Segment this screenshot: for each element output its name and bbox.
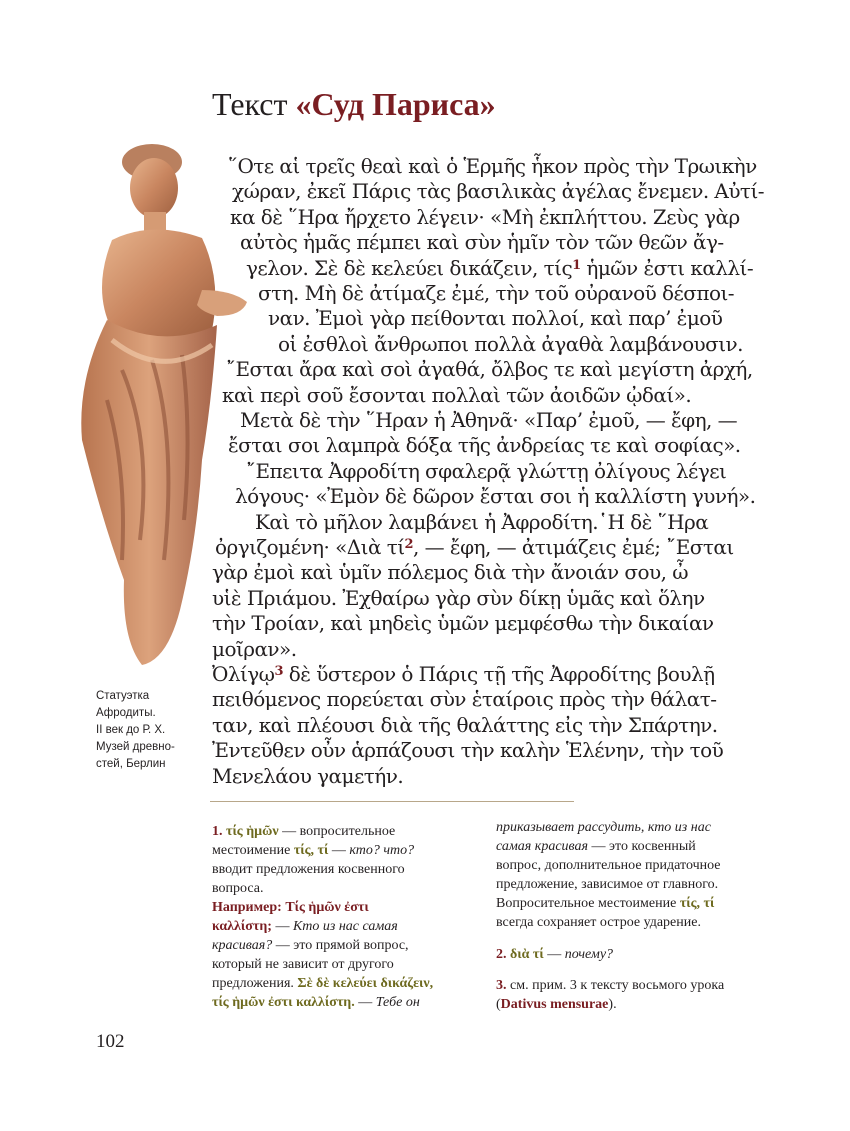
caption-line: Статуэтка xyxy=(96,690,150,702)
text-line: στη. Μὴ δὲ ἀτίμαζε ἐμέ, τὴν τοῦ οὐρανοῦ δέσποι- xyxy=(258,281,734,305)
text-line: καὶ περὶ σοῦ ἔσονται πολλαὶ τῶν ἀοιδῶν ᾠδαί». xyxy=(222,382,692,407)
footnote-divider xyxy=(210,801,574,802)
footnote-text: вопроса. xyxy=(212,881,264,896)
example-greek: τίς ἡμῶν ἐστι καλλίστη. xyxy=(212,995,355,1010)
footnote-text: предложение, зависимое от главного. xyxy=(496,877,719,892)
footnote-text: почему? xyxy=(564,947,614,962)
caption-line: Музей древно- xyxy=(96,741,175,753)
footnote-term: Dativus mensurae xyxy=(500,997,609,1012)
text-line: λόγους· «Ἐμὸν δὲ δῶρον ἔσται σοι ἡ καλλίστη γυνή». xyxy=(235,484,756,509)
text-line: τὴν Τροίαν, καὶ μηδεὶς ὑμῶν μεμφέσθω τὴν δικαίαν xyxy=(212,611,714,636)
text-line: ῎Εσται ἄρα καὶ σοὶ ἀγαθά, ὄλβος τε καὶ μεγίστη ἀρχή, xyxy=(226,357,753,382)
text-line: Ὀλίγῳ$^3$ δὲ ὕστερον ὁ Πάρις τῇ τῆς Ἀφροδίτης βουλῇ xyxy=(212,662,715,686)
text-line: γελον. Σὲ δὲ κελεύει δικάζειν, τίς$^1$ ἡμῶν ἐστι καλλί- xyxy=(246,255,754,280)
text-line: ναν. Ἐμοὶ γὰρ πείθονται πολλοί, καὶ παρ’ ἐμοῦ xyxy=(268,306,723,331)
title-prefix: Текст xyxy=(212,86,288,122)
footnote-text: см. прим. 3 к тексту восьмого урока xyxy=(506,978,725,993)
footnote-text: — это косвенный xyxy=(588,839,696,854)
text-line: πειθόμενος πορεύεται σὺν ἑταίροις πρὸς τὴν θάλατ- xyxy=(212,687,717,712)
footnote-text: Кто из нас самая xyxy=(292,919,398,934)
text-line: Καὶ τὸ μῆλον λαμβάνει ἡ Ἀφροδίτη.῾Η δὲ ῞Ηρα xyxy=(255,509,709,534)
text-line: οἱ ἐσθλοὶ ἄνθρωποι πολλὰ ἀγαθὰ λαμβάνουσιν. xyxy=(278,331,743,356)
footnote-text: Вопросительное местоимение xyxy=(496,896,680,911)
example-greek: καλλίστη; xyxy=(212,919,272,934)
footnote-text: самая красивая xyxy=(496,839,589,854)
caption-line: II век до Р. Х. xyxy=(96,724,166,736)
example-label: Например: xyxy=(212,900,282,915)
footnote-number: 1. xyxy=(212,824,223,839)
footnote-term: διὰ τί xyxy=(510,947,544,962)
footnote-text: местоимение xyxy=(212,843,294,858)
title-highlight: «Суд Париса» xyxy=(295,86,496,122)
illustration-caption xyxy=(96,688,188,773)
footnote-term: τίς ἡμῶν xyxy=(226,824,279,839)
footnote-text: — xyxy=(271,919,293,934)
text-line: χώραν, ἐκεῖ Πάρις τὰς βασιλικὰς ἀγέλας ἔνεμεν. Αὐτί- xyxy=(232,179,764,204)
footnote-1-continued xyxy=(496,818,721,932)
example-greek: Σὲ δὲ κελεύει δικάζειν, xyxy=(297,976,434,991)
page-number: 102 xyxy=(96,1031,125,1052)
page-title xyxy=(212,86,496,123)
text-line: Μενελάου γαμετήν. xyxy=(212,763,404,788)
text-line: υἱὲ Πριάμου. Ἐχθαίρω γὰρ σὺν δίκῃ ὑμᾶς καὶ ὅλην xyxy=(212,585,705,610)
footnote-term: τίς, τί xyxy=(679,896,715,911)
text-line: Ἐντεῦθεν οὖν ἁρπάζουσι τὴν καλὴν Ἑλένην, τὴν τοῦ xyxy=(212,738,724,763)
footnote-text: предложения. xyxy=(212,976,298,991)
footnote-text: приказывает рассудить, кто из нас xyxy=(496,820,711,835)
text-line: ῎Επειτα Ἀφροδίτη σφαλερᾷ γλώττῃ ὀλίγους λέγει xyxy=(246,458,727,483)
text-line: ταν, καὶ πλέουσι διὰ τῆς θαλάττης εἰς τὴν Σπάρτην. xyxy=(212,712,718,737)
example-greek: Τίς ἡμῶν ἐστι xyxy=(281,900,369,915)
footnote-text: который не зависит от другого xyxy=(212,957,394,972)
footnote-text: вопрос, дополнительное придаточное xyxy=(496,858,721,873)
footnote-number: 2. xyxy=(496,947,507,962)
text-line: ἔσται σοι λαμπρὰ δόξα τῆς ἀνδρείας τε καὶ σοφίας». xyxy=(228,433,741,458)
footnote-text: ). xyxy=(608,997,617,1012)
footnote-ref: 1 xyxy=(572,257,581,273)
footnote-term: τίς, τί xyxy=(293,843,329,858)
text-line: ῞Οτε αἱ τρεῖς θεαὶ καὶ ὁ Ἑρμῆς ἧκον πρὸς τὴν Τρωικὴν xyxy=(228,154,757,178)
text-line: κα δὲ ῞Ηρα ἤρχετο λέγειν· «Μὴ ἐκπλήττου. Ζεὺς γὰρ xyxy=(230,204,740,229)
footnote-text: — xyxy=(328,843,350,858)
text-line: γὰρ ἐμοὶ καὶ ὑμῖν πόλεμος διὰ τὴν ἄνοιάν σου, ὦ xyxy=(212,560,688,585)
footnote-1 xyxy=(212,822,433,1012)
caption-line: стей, Берлин xyxy=(96,758,166,770)
footnote-number: 3. xyxy=(496,978,507,993)
footnote-ref: 3 xyxy=(274,664,283,679)
text-line: ὀργιζομένη· «Διὰ $\tau ί^2$, — ἔφη, — ἀτιμάζεις ἐμέ; ῎Εσται xyxy=(215,535,734,559)
footnote-text: ( xyxy=(496,997,501,1012)
text-line: Μετὰ δὲ τὴν ῞Ηραν ἡ Ἀθηνᾶ· «Παρ’ ἐμοῦ, — ἔφη, — xyxy=(240,408,738,432)
footnote-text: — xyxy=(543,947,565,962)
footnote-text: — вопросительное xyxy=(278,824,396,839)
caption-line: Афродиты. xyxy=(96,707,156,719)
footnote-2 xyxy=(496,945,613,964)
footnote-text: кто? что? xyxy=(349,843,415,858)
text-line: μοῖραν». xyxy=(212,636,297,661)
footnote-text: Тебе он xyxy=(375,995,420,1010)
footnote-text: всегда сохраняет острое ударение. xyxy=(496,915,701,930)
footnote-text: — xyxy=(354,995,376,1010)
footnote-text: красивая? xyxy=(212,938,273,953)
footnote-ref: 2 xyxy=(404,537,414,552)
footnote-text: — это прямой вопрос, xyxy=(272,938,409,953)
footnote-text: вводит предложения косвенного xyxy=(212,862,405,877)
footnote-3 xyxy=(496,976,724,1014)
text-line: αὐτὸς ἡμᾶς πέμπει καὶ σὺν ἡμῖν τὸν τῶν θεῶν ἄγ- xyxy=(240,230,724,255)
